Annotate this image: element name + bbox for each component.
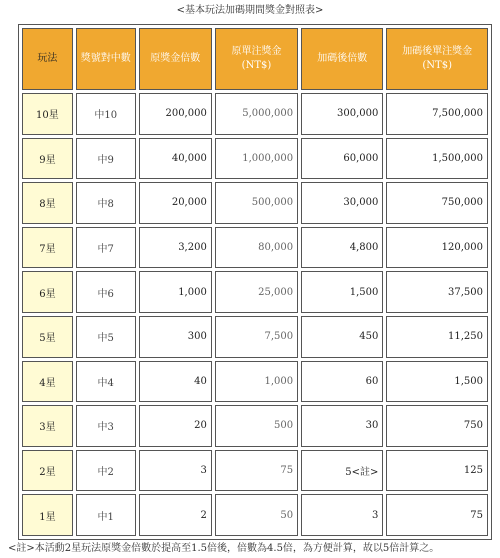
cell-new-prize: 7,500,000 (386, 93, 488, 135)
cell-hit: 中3 (76, 405, 136, 447)
cell-play: 1星 (22, 494, 73, 536)
cell-hit: 中10 (76, 93, 136, 135)
cell-hit: 中4 (76, 361, 136, 403)
cell-original-multiplier: 300 (139, 316, 212, 358)
cell-original-prize: 25,000 (215, 271, 298, 313)
cell-play: 5星 (22, 316, 73, 358)
cell-new-prize: 120,000 (386, 227, 488, 269)
cell-new-prize: 1,500 (386, 361, 488, 403)
table-row (22, 271, 488, 313)
cell-new-prize: 750 (386, 405, 488, 447)
header-new-prize (386, 28, 488, 90)
table-row (22, 227, 488, 269)
cell-original-prize: 1,000 (215, 361, 298, 403)
table-row (22, 316, 488, 358)
table-row (22, 138, 488, 180)
cell-original-prize: 5,000,000 (215, 93, 298, 135)
cell-hit: 中1 (76, 494, 136, 536)
header-new-multiplier: 加碼後倍數 (301, 28, 383, 90)
prize-comparison-table-wrapper (18, 24, 492, 540)
cell-new-multiplier: 30 (301, 405, 383, 447)
cell-original-multiplier: 20 (139, 405, 212, 447)
cell-original-prize: 7,500 (215, 316, 298, 358)
cell-new-prize: 750,000 (386, 182, 488, 224)
cell-new-multiplier: 3 (301, 494, 383, 536)
cell-new-multiplier: 60 (301, 361, 383, 403)
table-row (22, 93, 488, 135)
header-original-prize (215, 28, 298, 90)
cell-original-prize: 1,000,000 (215, 138, 298, 180)
table-body (22, 93, 488, 536)
header-row (22, 28, 488, 90)
header-new-prize-label: 加碼後單注獎金 (402, 46, 473, 57)
header-original-multiplier: 原獎金倍數 (139, 28, 212, 90)
cell-original-prize: 80,000 (215, 227, 298, 269)
table-row (22, 182, 488, 224)
cell-hit: 中9 (76, 138, 136, 180)
cell-original-prize: 75 (215, 450, 298, 492)
cell-original-multiplier: 3,200 (139, 227, 212, 269)
cell-play: 9星 (22, 138, 73, 180)
table-row (22, 405, 488, 447)
cell-play: 8星 (22, 182, 73, 224)
table-row (22, 494, 488, 536)
cell-new-multiplier: 1,500 (301, 271, 383, 313)
cell-new-prize: 11,250 (386, 316, 488, 358)
cell-hit: 中5 (76, 316, 136, 358)
cell-original-multiplier: 3 (139, 450, 212, 492)
cell-play: 10星 (22, 93, 73, 135)
header-new-prize-unit: (NT$) (422, 60, 452, 71)
table-row (22, 361, 488, 403)
cell-new-multiplier: 30,000 (301, 182, 383, 224)
cell-hit: 中8 (76, 182, 136, 224)
header-hit-count: 獎號對中數 (76, 28, 136, 90)
cell-play: 6星 (22, 271, 73, 313)
cell-original-multiplier: 1,000 (139, 271, 212, 313)
cell-original-prize: 500 (215, 405, 298, 447)
cell-play: 2星 (22, 450, 73, 492)
cell-play: 7星 (22, 227, 73, 269)
prize-comparison-table (18, 24, 492, 540)
cell-new-prize: 1,500,000 (386, 138, 488, 180)
cell-original-multiplier: 20,000 (139, 182, 212, 224)
cell-original-multiplier: 200,000 (139, 93, 212, 135)
cell-original-multiplier: 2 (139, 494, 212, 536)
cell-original-multiplier: 40,000 (139, 138, 212, 180)
cell-play: 4星 (22, 361, 73, 403)
cell-play: 3星 (22, 405, 73, 447)
cell-new-multiplier: 300,000 (301, 93, 383, 135)
table-row (22, 450, 488, 492)
cell-hit: 中6 (76, 271, 136, 313)
cell-new-prize: 37,500 (386, 271, 488, 313)
header-original-prize-unit: (NT$) (241, 60, 272, 71)
cell-hit: 中7 (76, 227, 136, 269)
cell-new-multiplier: 5<註> (301, 450, 383, 492)
cell-original-prize: 50 (215, 494, 298, 536)
cell-hit: 中2 (76, 450, 136, 492)
cell-new-multiplier: 60,000 (301, 138, 383, 180)
cell-new-prize: 75 (386, 494, 488, 536)
footnote: <註>本活動2星玩法原獎金倍數於提高至1.5倍後，倍數為4.5倍，為方便計算，故以5倍計算之。 (8, 543, 440, 554)
cell-original-multiplier: 40 (139, 361, 212, 403)
header-play: 玩法 (22, 28, 73, 90)
cell-new-prize: 125 (386, 450, 488, 492)
cell-new-multiplier: 4,800 (301, 227, 383, 269)
header-original-prize-label: 原單注獎金 (231, 46, 282, 57)
table-caption: <基本玩法加碼期間獎金對照表> (176, 5, 324, 16)
cell-new-multiplier: 450 (301, 316, 383, 358)
cell-original-prize: 500,000 (215, 182, 298, 224)
